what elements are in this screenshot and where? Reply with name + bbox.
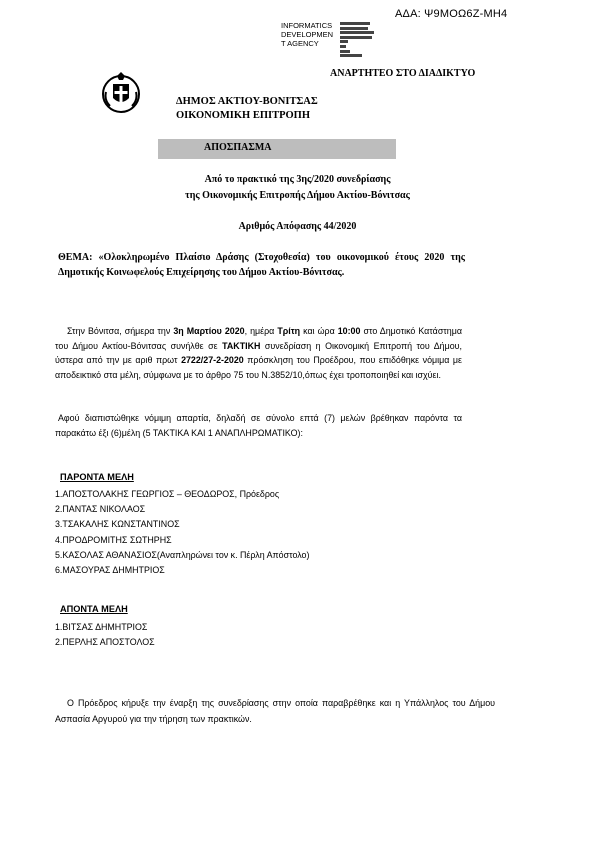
list-item: 1.ΑΠΟΣΤΟΛΑΚΗΣ ΓΕΩΡΓΙΟΣ – ΘΕΟΔΩΡΟΣ, Πρόεδρος bbox=[55, 489, 280, 499]
minutes-line: Από το πρακτικό της 3ης/2020 συνεδρίασης bbox=[204, 174, 391, 185]
signature-stamp-icon bbox=[340, 22, 374, 57]
meeting-time: 10:00 bbox=[337, 326, 361, 336]
list-item: 2.ΠΑΝΤΑΣ ΝΙΚΟΛΑΟΣ bbox=[55, 504, 146, 515]
posted-online-label: ΑΝΑΡΤΗΤΕΟ ΣΤΟ ΔΙΑΔΙΚΤΥΟ bbox=[330, 68, 476, 79]
agency-line: INFORMATICS bbox=[281, 21, 333, 30]
agency-stamp bbox=[281, 21, 333, 48]
list-item: 5.ΚΑΣΟΛΑΣ ΑΘΑΝΑΣΙΟΣ(Αναπληρώνει τον κ. Πέρλη Απόστολο) bbox=[55, 549, 310, 560]
list-item: 3.ΤΣΑΚΑΛΗΣ ΚΩΝΣΤΑΝΤΙΝΟΣ bbox=[55, 519, 180, 530]
session-type: ΤΑΚΤΙΚΗ bbox=[222, 340, 261, 351]
excerpt-label: ΑΠΟΣΠΑΣΜΑ bbox=[204, 142, 272, 153]
greek-coat-of-arms-icon bbox=[100, 70, 142, 114]
excerpt-banner bbox=[158, 139, 396, 159]
meeting-day: Τρίτη bbox=[277, 326, 301, 336]
opening-paragraph bbox=[55, 324, 462, 382]
quorum-paragraph: Αφού διαπιστώθηκε νόμιμη απαρτία, δηλαδή σε σύνολο επτά (7) μελών βρέθηκαν παρόντα τα παρακάτω έξι (6)μέλη (5 ΤΑΚΤΙΚΑ ΚΑΙ 1 ΑΝΑΠΛΗΡΩΜΑΤΙΚΟ): bbox=[55, 413, 462, 438]
absent-members-heading: ΑΠΟΝΤΑ ΜΕΛΗ bbox=[60, 604, 128, 614]
list-item: 2.ΠΕΡΛΗΣ ΑΠΟΣΤΟΛΟΣ bbox=[55, 637, 155, 648]
subject-text: ΘΕΜΑ: «Ολοκληρωμένο Πλαίσιο Δράσης (Στοχοθεσία) του οικονομικού έτους 2020 της Δημοτικής Κοινωφελούς Επιχείρησης του Δήμου Ακτίου-Βόνιτσας. bbox=[58, 252, 465, 278]
meeting-date: 3η Μαρτίου 2020 bbox=[173, 326, 245, 336]
list-item: 6.ΜΑΣΟΥΡΑΣ ΔΗΜΗΤΡΙΟΣ bbox=[55, 565, 165, 576]
present-members-list bbox=[55, 487, 309, 578]
minutes-line: της Οικονομικής Επιτροπής Δήμου Ακτίου-Βόνιτσας bbox=[185, 190, 410, 201]
text-run: , ημέρα bbox=[244, 326, 278, 336]
text-run: πρόσκληση του Προέδρου, που επιδόθηκε νόμιμα με αποδεικτικό στα μέλη, σύμφωνα με το άρθρο 75 του Ν.3852/10,όπως έχει τροποποιηθεί και ισχύει. bbox=[55, 355, 462, 380]
agency-line: DEVELOPMEN bbox=[281, 30, 334, 39]
present-members-heading: ΠΑΡΟΝΤΑ ΜΕΛΗ bbox=[60, 472, 134, 482]
list-item: 1.ΒΙΤΣΑΣ ΔΗΜΗΤΡΙΟΣ bbox=[55, 622, 148, 632]
committee-name: ΟΙΚΟΝΟΜΙΚΗ ΕΠΙΤΡΟΠΗ bbox=[176, 110, 311, 121]
text-run: στο Δημοτικό Κατάστημα του Δήμου Ακτίου-Βόνιτσας συνήλθε σε bbox=[55, 326, 462, 351]
list-item: 4.ΠΡΟΔΡΟΜΙΤΗΣ ΣΩΤΗΡΗΣ bbox=[55, 534, 172, 545]
municipality-name: ΔΗΜΟΣ ΑΚΤΙΟΥ-ΒΟΝΙΤΣΑΣ bbox=[176, 96, 318, 107]
agency-line: T AGENCY bbox=[281, 39, 319, 48]
text-run: και ώρα bbox=[300, 326, 338, 336]
text-run: Στην Βόνιτσα, σήμερα την bbox=[67, 326, 174, 336]
invitation-number: 2722/27-2-2020 bbox=[181, 355, 244, 366]
ada-code: ΑΔΑ: Ψ9ΜΟΩ6Ζ-ΜΗ4 bbox=[395, 8, 508, 20]
absent-members-list bbox=[55, 620, 155, 650]
decision-number: Αριθμός Απόφασης 44/2020 bbox=[238, 221, 357, 232]
text-run: συνεδρίαση η Οικονομική Επιτροπή του Δήμου, ύστερα από την με αριθ πρωτ bbox=[55, 340, 462, 366]
closing-paragraph: Ο Πρόεδρος κήρυξε την έναρξη της συνεδρίασης στην οποία παραβρέθηκε και η Υπάλληλος του Δήμου Ασπασία Αργυρού για την τήρηση των πρακτικών. bbox=[55, 698, 495, 724]
